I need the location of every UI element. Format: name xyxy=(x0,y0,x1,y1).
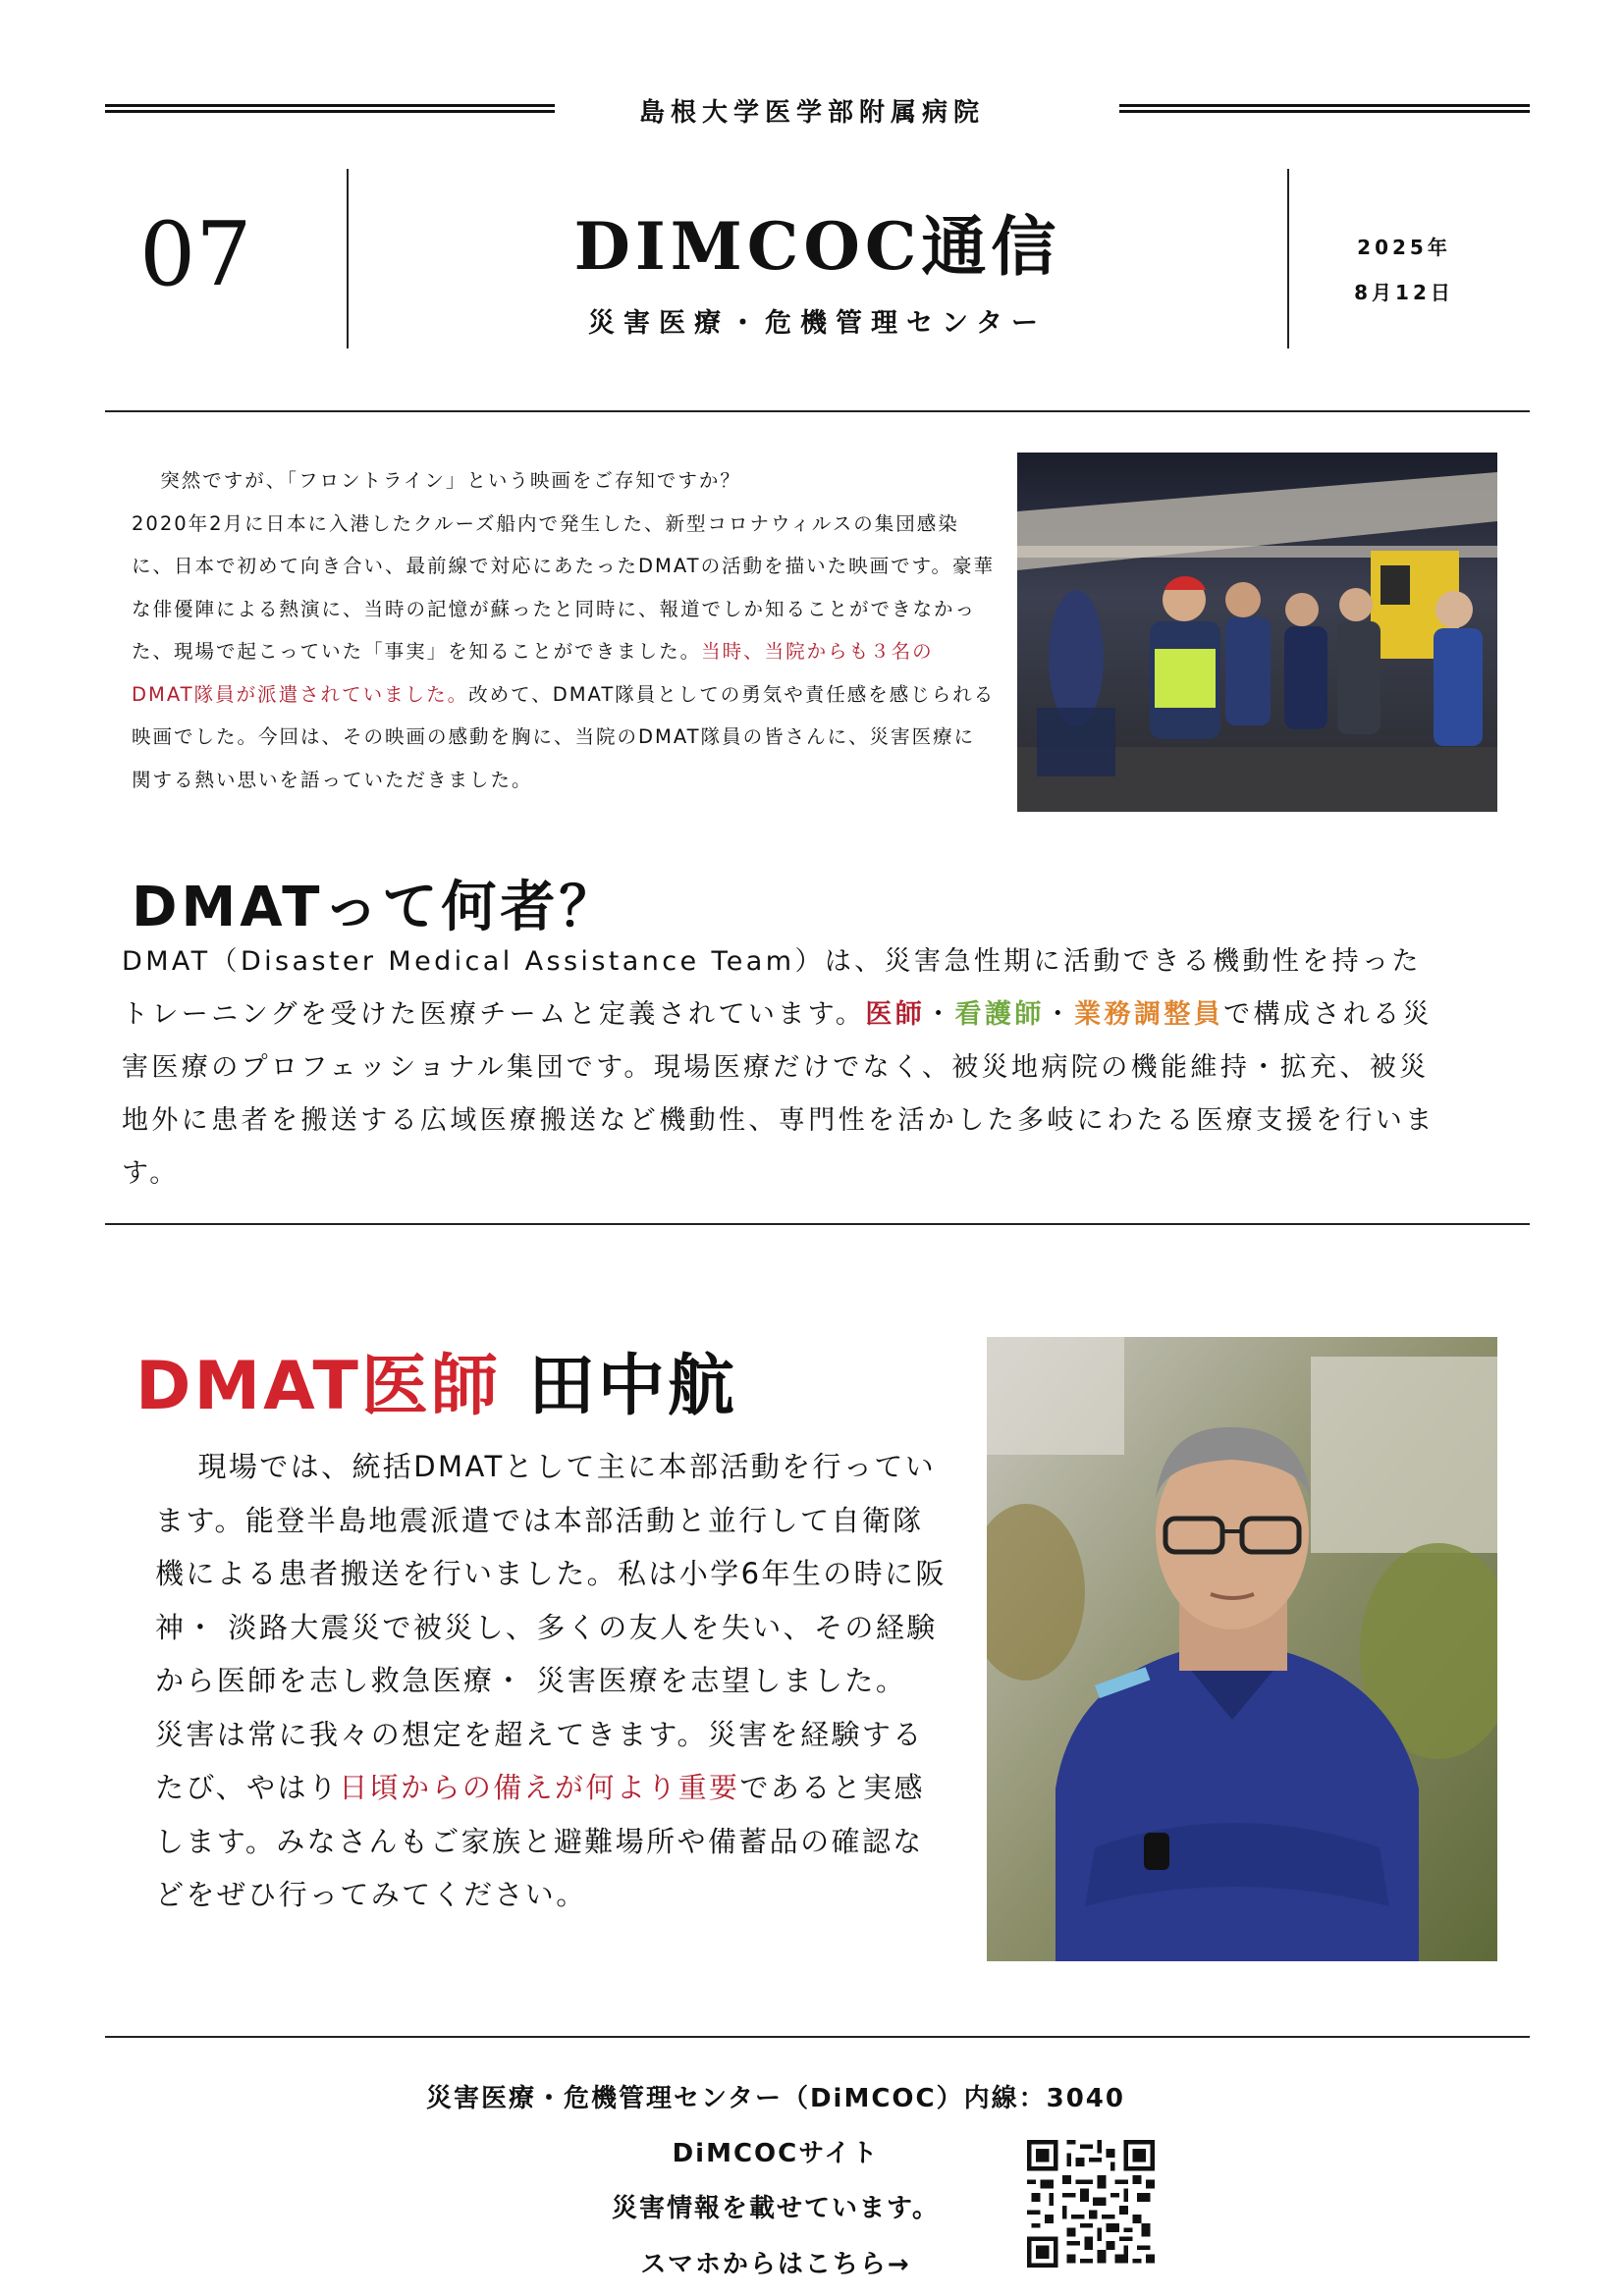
intro-highlight: 当時、当院からも３名のDMAT隊員が派遣されていました。 xyxy=(132,640,934,706)
newsletter-title: DIMCOC通信 xyxy=(573,208,1061,285)
profile-heading xyxy=(135,1333,737,1428)
qr-code[interactable] xyxy=(1027,2140,1155,2268)
hospital-name: 島根大学医学部附属病院 xyxy=(638,98,985,128)
profile-paragraph xyxy=(155,1440,950,1922)
issue-date-day: 8月12日 xyxy=(1354,281,1454,304)
dmat-heading: DMATって何者？ xyxy=(132,876,619,939)
profile-para1: 現場では、統括DMATとして主に本部活動を行っています。能登半島地震派遣では本部活動と並行して自衛隊機による患者搬送を行いました。私は小学6年生の時に阪神・ 淡路大震災で被災し、多くの友人を失い、その経験から医師を志し救急医療・ 災害医療を志望しました。 xyxy=(155,1450,947,1697)
issue-number: 07 xyxy=(139,203,252,306)
header-bottom-rule xyxy=(105,410,1530,412)
dmat-text-before: DMAT（Disaster Medical Assistance Team）は、災害急性期に活動できる機動性を持ったトレーニングを受けた医療チームと定義されています。 xyxy=(122,946,1422,1030)
role-separator-2: ・ xyxy=(1044,999,1075,1030)
dmat-text-after: で構成される災害医療のプロフェッショナル集団です。現場医療だけでなく、被災地病院の機能維持・拡充、被災地外に患者を搬送する広域医療搬送など機動性、専門性を活かした多岐にわたる医療支援を行います。 xyxy=(122,999,1435,1189)
doctor-portrait-illustration xyxy=(987,1337,1497,1961)
intro-line1: 突然ですが、「フロントライン」という映画をご存知ですか？ xyxy=(160,469,741,492)
footer-info: 災害情報を載せています。 xyxy=(612,2194,940,2223)
role-coordinator: 業務調整員 xyxy=(1074,999,1224,1030)
profile-name: 田中航 xyxy=(527,1348,737,1425)
intro-body-after: 改めて、DMAT隊員としての勇気や責任感を感じられる映画でした。今回は、その映画の感動を胸に、当院のDMAT隊員の皆さんに、災害医療に関する熱い思いを語っていただきました。 xyxy=(132,682,996,791)
masthead-divider-right xyxy=(1287,169,1289,348)
role-separator-1: ・ xyxy=(925,999,955,1030)
profile-role: DMAT医師 xyxy=(135,1348,501,1425)
dmat-team-photo-illustration xyxy=(1017,453,1497,812)
dmat-description xyxy=(122,935,1437,1201)
footer-top-rule xyxy=(105,2036,1530,2038)
intro-paragraph xyxy=(132,459,996,801)
role-doctor: 医師 xyxy=(865,999,926,1030)
masthead-rule-right xyxy=(1119,104,1530,113)
section-divider xyxy=(105,1223,1530,1225)
profile-para2: 災害は常に我々の想定を超えてきます。災害を経験するたび、やはり xyxy=(155,1717,924,1804)
footer-site-label[interactable]: DiMCOCサイト xyxy=(672,2139,880,2168)
role-nurse: 看護師 xyxy=(954,999,1045,1030)
footer-smartphone: スマホからはこちら→ xyxy=(640,2250,911,2279)
intro-body: 2020年2月に日本に入港したクルーズ船内で発生した、新型コロナウィルスの集団感染に、日本で初めて向き合い、最前線で対応にあたったDMATの活動を描いた映画です。豪華な俳優陣による熱演に、当時の記憶が蘇ったと同時に、報道でしか知ることができなかった、現場で起こっていた「事実」を知ることができました。 xyxy=(132,511,996,663)
newsletter-subtitle: 災害医療・危機管理センター xyxy=(588,308,1047,339)
doctor-portrait-photo xyxy=(987,1337,1497,1961)
dmat-team-photo xyxy=(1017,453,1497,812)
profile-para2-after: であると実感します。みなさんもご家族と避難場所や備蓄品の確認などをぜひ行ってみてください。 xyxy=(155,1771,925,1911)
profile-highlight: 日頃からの備えが何より重要 xyxy=(339,1771,740,1804)
footer-contact: 災害医療・危機管理センター（DiMCOC）内線：3040 xyxy=(426,2084,1125,2113)
issue-date-year: 2025年 xyxy=(1357,236,1451,259)
